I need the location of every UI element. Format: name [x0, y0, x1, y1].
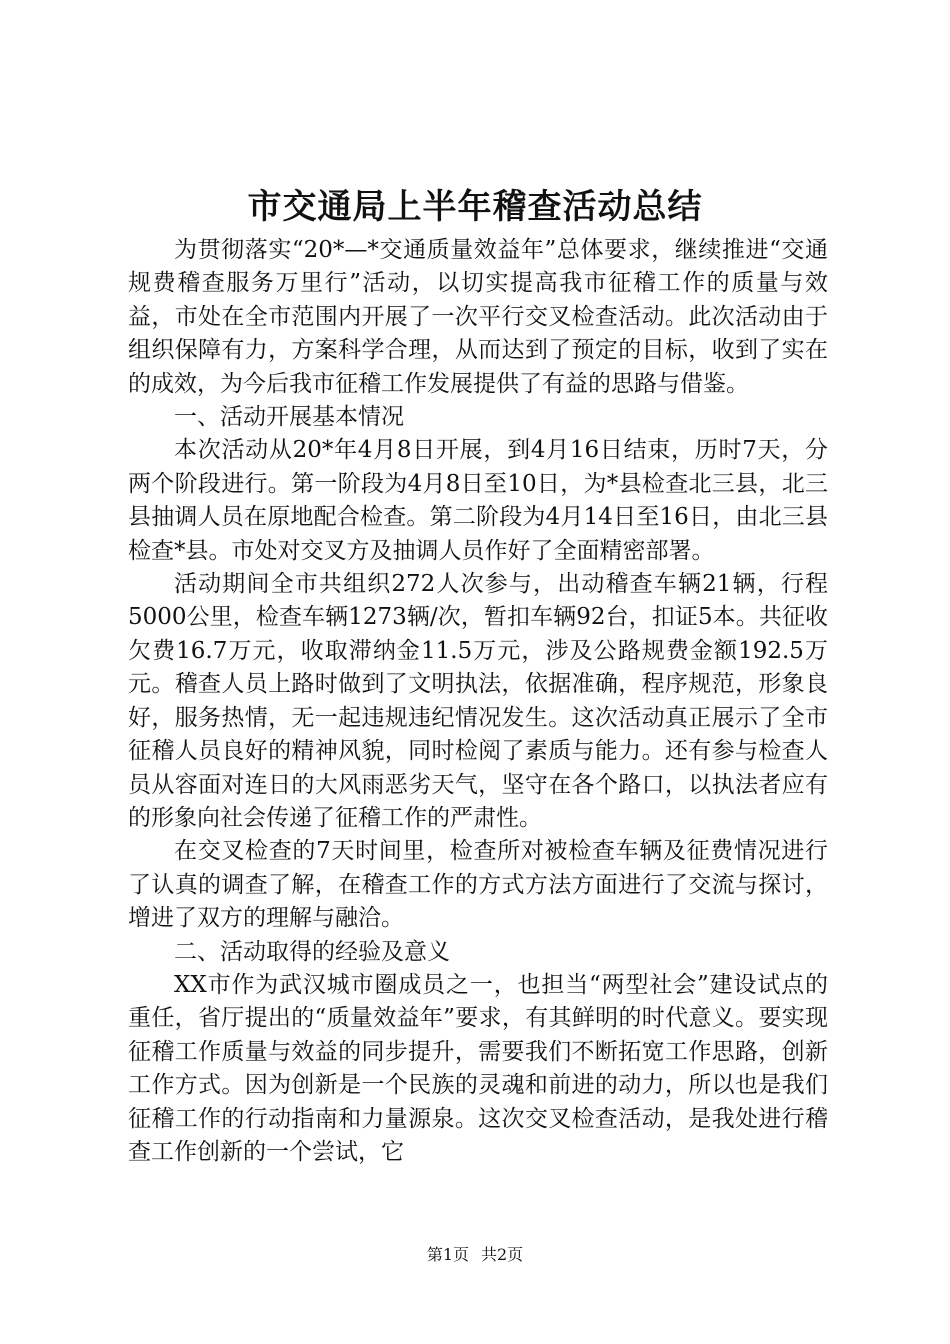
page-total: 共2页 — [481, 1245, 524, 1264]
page-footer — [0, 1243, 950, 1267]
page-number: 第1页 — [426, 1245, 469, 1264]
paragraph-schedule: 本次活动从20*年4月8日开展，到4月16日结束，历时7天，分两个阶段进行。第一阶段为4月8日至10日，为*县检查北三县，北三县抽调人员在原地配合检查。第二阶段为4月14日至16日，由北三县检查*县。市处对交叉方及抽调人员作好了全面精密部署。 — [128, 437, 828, 564]
paragraph-intro: 为贯彻落实“20*—*交通质量效益年”总体要求，继续推进“交通规费稽查服务万里行”活动，以切实提高我市征稽工作的质量与效益，市处在全市范围内开展了一次平行交叉检查活动。此次活动由于组织保障有力，方案科学合理，从而达到了预定的目标，收到了实在的成效，为今后我市征稽工作发展提供了有益的思路与借鉴。 — [128, 237, 828, 397]
section-heading-1: 一、活动开展基本情况 — [174, 404, 404, 431]
document-body — [128, 234, 828, 1169]
section-heading-2: 二、活动取得的经验及意义 — [174, 938, 450, 965]
paragraph-statistics: 活动期间全市共组织272人次参与，出动稽查车辆21辆，行程5000公里，检查车辆1273辆/次，暂扣车辆92台，扣证5本。共征收欠费16.7万元，收取滞纳金11.5万元，涉及公路规费金额192.5万元。稽查人员上路时做到了文明执法，依据准确，程序规范，形象良好，服务热情，无一起违规违纪情况发生。这次活动真正展示了全市征稽人员良好的精神风貌，同时检阅了素质与能力。还有参与检查人员从容面对连日的大风雨恶劣天气，坚守在各个路口，以执法者应有的形象向社会传递了征稽工作的严肃性。 — [128, 571, 828, 831]
paragraph-significance: XX市作为武汉城市圈成员之一，也担当“两型社会”建设试点的重任，省厅提出的“质量效益年”要求，有其鲜明的时代意义。要实现征稽工作质量与效益的同步提升，需要我们不断拓宽工作思路，创新工作方式。因为创新是一个民族的灵魂和前进的动力，所以也是我们征稽工作的行动指南和力量源泉。这次交叉检查活动，是我处进行稽查工作创新的一个尝试，它 — [128, 971, 828, 1165]
paragraph-exchange: 在交叉检查的7天时间里，检查所对被检查车辆及征费情况进行了认真的调查了解，在稽查工作的方式方法方面进行了交流与探讨，增进了双方的理解与融洽。 — [128, 838, 828, 932]
document-title: 市交通局上半年稽查活动总结 — [247, 187, 703, 227]
